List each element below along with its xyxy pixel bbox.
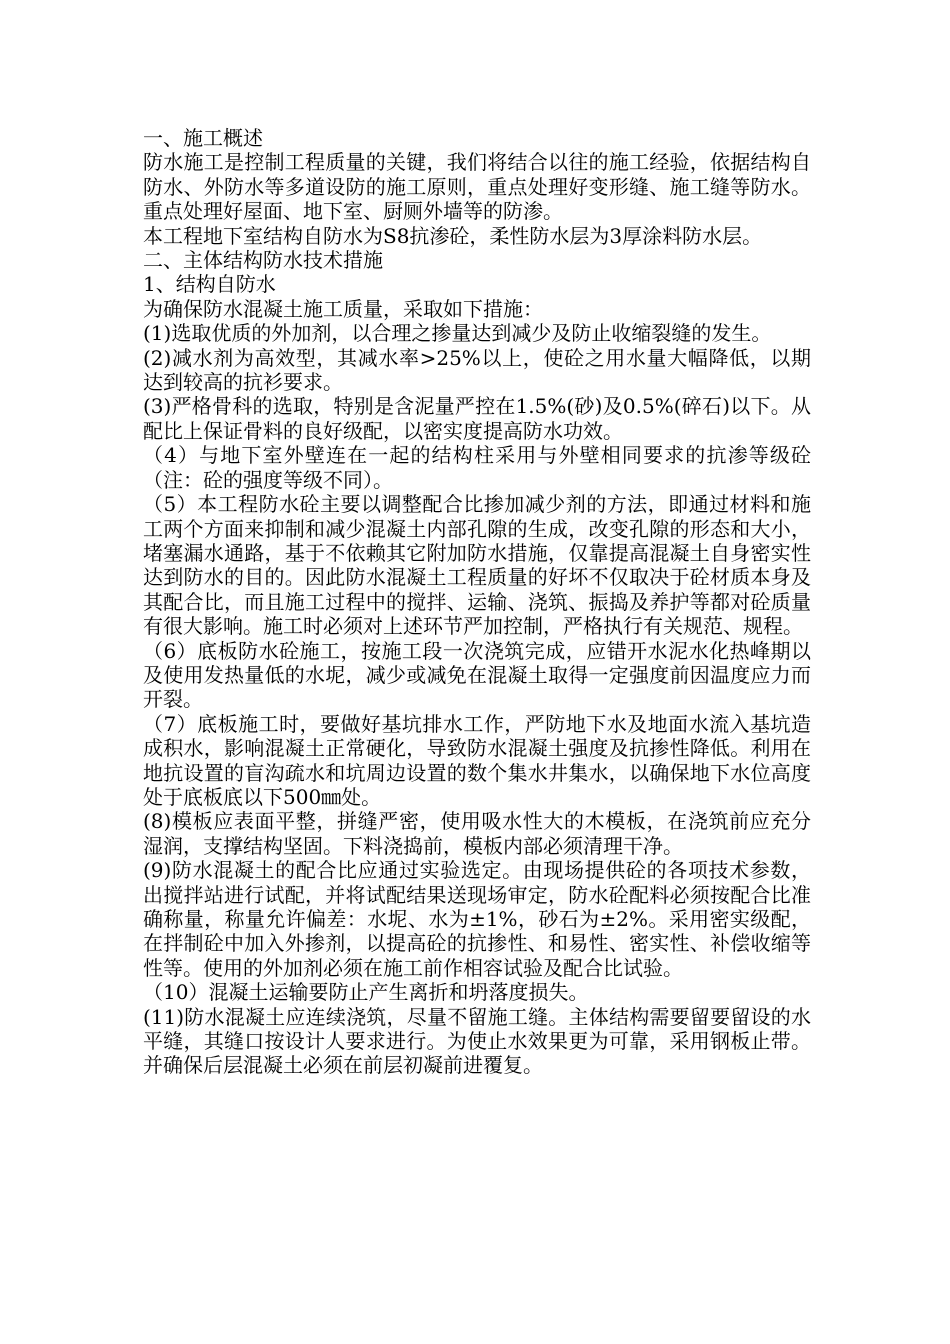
list-item-6: （6）底板防水砼施工，按施工段一次浇筑完成，应错开水泥水化热峰期以及使用发热量低的水坭，减少或减免在混凝土取得一定强度前因温度应力而开裂。 bbox=[143, 638, 811, 712]
list-item-3: (3)严格骨科的选取，特别是含泥量严控在1.5%(砂)及0.5%(碎石)以下。从配比上保证骨料的良好级配，以密实度提高防水功效。 bbox=[143, 394, 811, 443]
heading-main-structure-measures: 二、主体结构防水技术措施 bbox=[143, 248, 383, 273]
list-item-4: （4）与地下室外壁连在一起的结构柱采用与外壁相同要求的抗渗等级砼（注：砼的强度等级不同）。 bbox=[143, 443, 811, 492]
heading-structural-self-waterproofing: 1、结构自防水 bbox=[143, 272, 276, 297]
document-body bbox=[143, 126, 811, 1078]
list-item-8: (8)模板应表面平整，拼缝严密，使用吸水性大的木模板，在浇筑前应充分湿润，支撑结构坚固。下料浇捣前，模板内部必须清理干净。 bbox=[143, 809, 811, 858]
list-item-2: (2)减水剂为高效型，其减水率>25%以上，使砼之用水量大幅降低，以期达到较高的抗衫要求。 bbox=[143, 345, 811, 395]
paragraph-basement-waterproofing: 本工程地下室结构自防水为S8抗渗砼，柔性防水层为3厚涂料防水层。 bbox=[143, 223, 763, 248]
list-item-11: (11)防水混凝土应连续浇筑，尽量不留施工缝。主体结构需要留要留设的水平缝，其缝口按设计人要求进行。为使止水效果更为可靠，采用钢板止带。并确保后层混凝土必须在前层初凝前进覆复。 bbox=[143, 1004, 811, 1078]
paragraph-measures-intro: 为确保防水混凝土施工质量，采取如下措施： bbox=[143, 296, 543, 321]
list-item-9: (9)防水混凝土的配合比应通过实验选定。由现场提供砼的各项技术参数，出搅拌站进行试配，并将试配结果送现场审定，防水砼配料必须按配合比准确称量，称量允许偏差：水坭、水为±1%，砂石为±2%。采用密实级配，在拌制砼中加入外掺剂，以提高砼的抗掺性、和易性、密实性、补偿收缩等性等。使用的外加剂必须在施工前作相容试验及配合比试验。 bbox=[143, 858, 811, 980]
paragraph-overview-intro: 防水施工是控制工程质量的关键，我们将结合以往的施工经验，依据结构自防水、外防水等多道设防的施工原则，重点处理好变形缝、施工缝等防水。重点处理好屋面、地下室、厨厕外墙等的防渗。 bbox=[143, 150, 811, 224]
list-item-7: （7）底板施工时，要做好基坑排水工作，严防地下水及地面水流入基坑造成积水，影响混凝土正常硬化，导致防水混凝土强度及抗掺性降低。利用在地抗设置的盲沟疏水和坑周边设置的数个集水井集水，以确保地下水位高度处于底板底以下500㎜处。 bbox=[143, 711, 811, 809]
heading-construction-overview: 一、施工概述 bbox=[143, 126, 263, 150]
list-item-5: （5）本工程防水砼主要以调整配合比掺加减少剂的方法，即通过材料和施工两个方面来抑制和减少混凝土内部孔隙的生成，改变孔隙的形态和大小，堵塞漏水通路，基于不依赖其它附加防水措施，仅靠提高混凝土自身密实性达到防水的目的。因此防水混凝土工程质量的好坏不仅取决于砼材质本身及其配合比，而且施工过程中的搅拌、运输、浇筑、振捣及养护等都对砼质量有很大影响。施工时必须对上述环节严加控制，严格执行有关规范、规程。 bbox=[143, 492, 811, 639]
list-item-1: (1)选取优质的外加剂，以合理之掺量达到减少及防止收缩裂缝的发生。 bbox=[143, 321, 772, 346]
list-item-10: （10）混凝土运输要防止产生离折和坍落度损失。 bbox=[143, 980, 589, 1005]
